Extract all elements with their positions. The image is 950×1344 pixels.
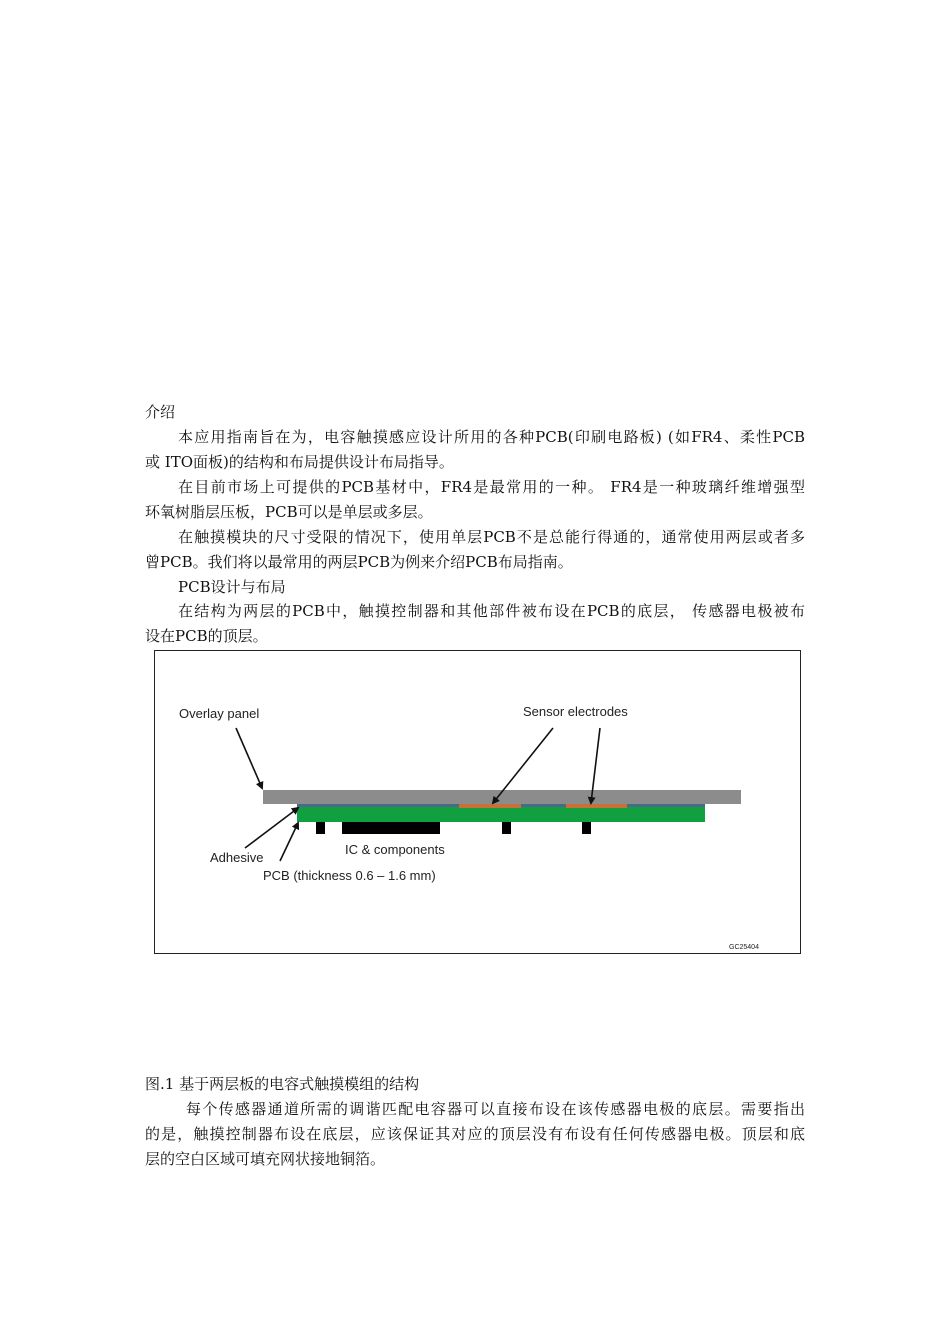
section-heading: PCB设计与布局 bbox=[178, 578, 286, 596]
para4-line2: 设在PCB的顶层。 bbox=[145, 627, 268, 645]
sensor-electrodes-label: Sensor electrodes bbox=[523, 704, 628, 719]
overlay-arrow bbox=[236, 728, 262, 788]
pcb-arrow bbox=[280, 823, 298, 861]
component bbox=[316, 822, 325, 834]
para3-line2: 曾PCB。我们将以最常用的两层PCB为例来介绍PCB布局指南。 bbox=[145, 553, 573, 571]
para1-line1: 本应用指南旨在为，电容触摸感应设计所用的各种PCB(印刷电路板) (如FR4、柔性PCB bbox=[178, 428, 805, 446]
pcb-thickness-label: PCB (thickness 0.6 – 1.6 mm) bbox=[263, 868, 436, 883]
sensor-electrode bbox=[459, 804, 521, 808]
adhesive-arrow bbox=[245, 808, 298, 848]
para5-line3: 层的空白区域可填充网状接地铜箔。 bbox=[145, 1150, 386, 1168]
pcb-structure-figure bbox=[154, 650, 801, 954]
para3-line1: 在触摸模块的尺寸受限的情况下，使用单层PCB不是总能行得通的，通常使用两层或者多 bbox=[178, 528, 805, 546]
figure-caption: 图.1 基于两层板的电容式触摸模组的结构 bbox=[145, 1075, 420, 1093]
intro-heading: 介绍 bbox=[145, 403, 176, 421]
ic-chip bbox=[342, 822, 440, 834]
para5-line2: 的是，触摸控制器布设在底层，应该保证其对应的顶层没有布设有任何传感器电极。顶层和底 bbox=[145, 1125, 805, 1143]
pcb-structure-diagram bbox=[155, 651, 802, 955]
overlay-panel-label: Overlay panel bbox=[179, 706, 260, 721]
para4-line1: 在结构为两层的PCB中，触摸控制器和其他部件被布设在PCB的底层， 传感器电极被布 bbox=[178, 602, 805, 620]
sensor-electrode bbox=[566, 804, 627, 808]
ic-components-label: IC & components bbox=[345, 842, 445, 857]
para2-line1: 在目前市场上可提供的PCB基材中，FR4是最常用的一种。 FR4是一种玻璃纤维增强型 bbox=[178, 478, 805, 496]
figure-code: GC25404 bbox=[729, 944, 759, 951]
para2-line2: 环氧树脂层压板，PCB可以是单层或多层。 bbox=[145, 503, 433, 521]
para5-line1: 每个传感器通道所需的调谐匹配电容器可以直接布设在该传感器电极的底层。需要指出 bbox=[186, 1100, 805, 1118]
pcb-layer bbox=[297, 807, 705, 822]
component bbox=[502, 822, 511, 834]
para1-line2: 或 ITO面板)的结构和布局提供设计布局指导。 bbox=[145, 453, 454, 471]
adhesive-label: Adhesive bbox=[210, 850, 264, 865]
component bbox=[582, 822, 591, 834]
